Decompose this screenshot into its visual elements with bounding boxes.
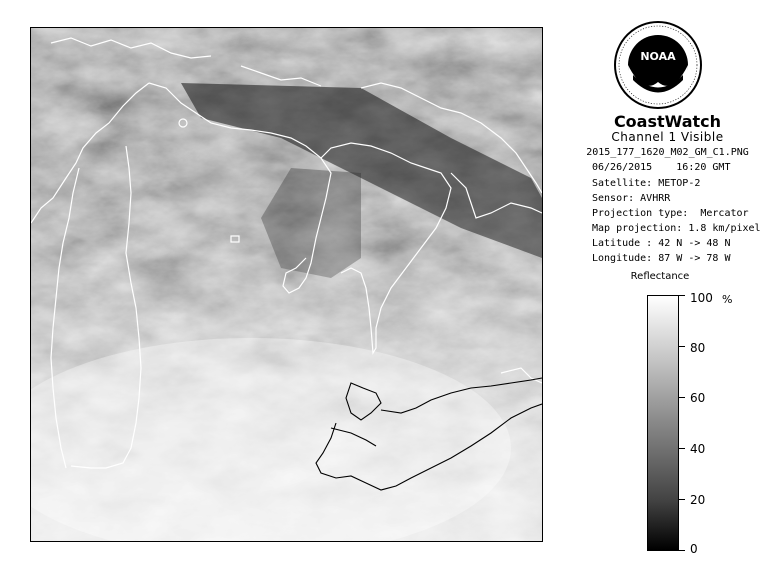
map-canvas [31,28,542,541]
sensor-info: Sensor: AVHRR [592,193,671,204]
datetime: 06/26/2015 16:20 GMT [592,162,731,173]
colorbar-tick [679,346,685,347]
colorbar-tick-label: 80 [690,341,706,355]
filename: 2015_177_1620_M02_GM_C1.PNG [586,147,749,158]
colorbar-tick-label: 20 [690,493,706,507]
longitude-range: Longitude: 87 W -> 78 W [592,253,731,264]
reflectance-colorbar [647,295,679,551]
colorbar-tick [679,550,685,551]
colorbar-tick-label: 60 [690,391,706,405]
map-projection: Map projection: 1.8 km/pixel [592,223,761,234]
colorbar-label: Reflectance [630,271,690,282]
satellite-map [30,27,543,542]
latitude-range: Latitude : 42 N -> 48 N [592,238,731,249]
noaa-logo [613,20,703,110]
colorbar-tick-label: 0 [690,542,698,556]
colorbar-tick-label: 100 [690,291,713,305]
colorbar-unit: % [722,293,733,306]
satellite-info: Satellite: METOP-2 [592,178,701,189]
colorbar-tick [679,295,685,296]
colorbar-tick [679,448,685,449]
channel-name: Channel 1 Visible [611,130,724,144]
app-title: CoastWatch [613,112,722,131]
colorbar-tick-label: 40 [690,442,706,456]
projection-type: Projection type: Mercator [592,208,749,219]
colorbar-tick [679,397,685,398]
noaa-logo-text: NOAA [640,50,676,63]
colorbar-tick [679,499,685,500]
